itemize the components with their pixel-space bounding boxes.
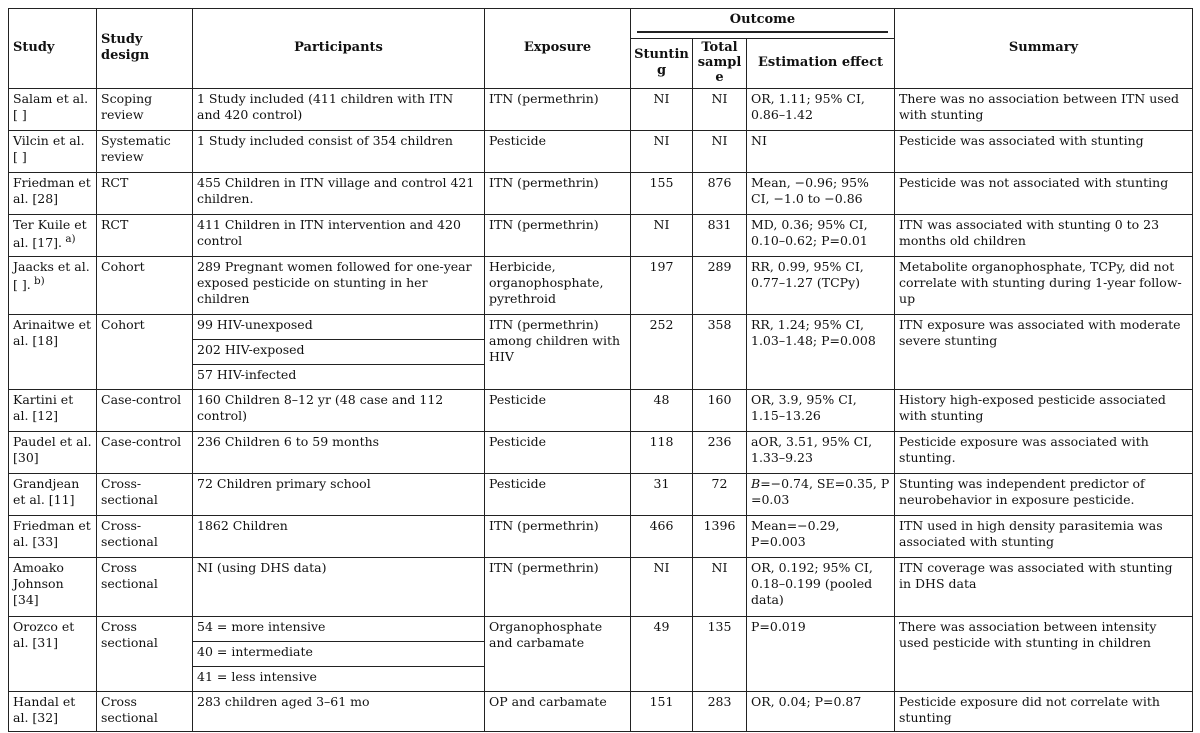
- cell-total-sample: 236: [693, 431, 747, 473]
- cell-study-design: Cross sectional: [97, 557, 193, 616]
- study-label: Ter Kuile et al. [17].: [13, 216, 87, 251]
- cell-total-sample: 358: [693, 314, 747, 389]
- cell-study-design: RCT: [97, 172, 193, 214]
- cell-study: [9, 214, 97, 256]
- cell-summary: Metabolite organophosphate, TCPy, did not correlate with stunting during 1-year follow-up: [895, 256, 1193, 314]
- cell-exposure: Pesticide: [485, 389, 631, 431]
- cell-study-design: Case-control: [97, 431, 193, 473]
- cell-participants: 40 = intermediate: [193, 641, 485, 666]
- cell-participants: 289 Pregnant women followed for one-year exposed pesticide on stunting in her children: [193, 256, 485, 314]
- study-label: Amoako Johnson [34]: [13, 559, 64, 608]
- cell-total-sample: NI: [693, 130, 747, 172]
- cell-summary: ITN used in high density parasitemia was associated with stunting: [895, 515, 1193, 557]
- table-row: [9, 172, 1193, 214]
- cell-exposure: Pesticide: [485, 431, 631, 473]
- cell-total-sample: 283: [693, 691, 747, 731]
- cell-stunting: 151: [631, 691, 693, 731]
- cell-total-sample: 876: [693, 172, 747, 214]
- cell-total-sample: 831: [693, 214, 747, 256]
- table-row: [9, 515, 1193, 557]
- cell-study-design: Cross-sectional: [97, 473, 193, 515]
- studies-table: [8, 8, 1193, 732]
- cell-estimation-effect: NI: [747, 130, 895, 172]
- cell-participants: 99 HIV-unexposed: [193, 314, 485, 339]
- cell-stunting: NI: [631, 88, 693, 130]
- cell-estimation-effect: OR, 3.9, 95% CI, 1.15–13.26: [747, 389, 895, 431]
- study-label: Friedman et al. [33]: [13, 517, 91, 550]
- cell-participants: 1 Study included consist of 354 children: [193, 130, 485, 172]
- cell-exposure: ITN (permethrin) among children with HIV: [485, 314, 631, 389]
- cell-summary: ITN exposure was associated with moderate severe stunting: [895, 314, 1193, 389]
- cell-summary: Pesticide was not associated with stunting: [895, 172, 1193, 214]
- cell-exposure: ITN (permethrin): [485, 515, 631, 557]
- cell-summary: ITN was associated with stunting 0 to 23 months old children: [895, 214, 1193, 256]
- cell-stunting: NI: [631, 557, 693, 616]
- table-row: [9, 473, 1193, 515]
- cell-total-sample: 289: [693, 256, 747, 314]
- table-row: [9, 557, 1193, 616]
- cell-participants: 202 HIV-exposed: [193, 339, 485, 364]
- cell-estimation-effect: B=−0.74, SE=0.35, P =0.03: [747, 473, 895, 515]
- footnote-marker: a): [62, 233, 76, 246]
- study-label: Handal et al. [32]: [13, 693, 76, 726]
- study-label: Jaacks et al. [ ].: [13, 258, 90, 293]
- cell-summary: Pesticide exposure did not correlate with stunting: [895, 691, 1193, 731]
- table-row: [9, 431, 1193, 473]
- cell-participants: 54 = more intensive: [193, 616, 485, 641]
- footnote-marker: b): [30, 275, 45, 288]
- header-outcome-label: Outcome: [729, 12, 796, 27]
- cell-estimation-effect: aOR, 3.51, 95% CI, 1.33–9.23: [747, 431, 895, 473]
- cell-summary: Stunting was independent predictor of neurobehavior in exposure pesticide.: [895, 473, 1193, 515]
- cell-exposure: Pesticide: [485, 130, 631, 172]
- cell-stunting: 31: [631, 473, 693, 515]
- cell-exposure: ITN (permethrin): [485, 88, 631, 130]
- cell-participants: NI (using DHS data): [193, 557, 485, 616]
- cell-summary: Pesticide was associated with stunting: [895, 130, 1193, 172]
- cell-study: [9, 473, 97, 515]
- header-exposure: Exposure: [485, 9, 631, 89]
- cell-estimation-effect: RR, 0.99, 95% CI, 0.77–1.27 (TCPy): [747, 256, 895, 314]
- cell-participants: 411 Children in ITN intervention and 420 control: [193, 214, 485, 256]
- cell-study: [9, 256, 97, 314]
- cell-study: [9, 515, 97, 557]
- cell-total-sample: 160: [693, 389, 747, 431]
- cell-study: [9, 557, 97, 616]
- cell-study-design: Systematic review: [97, 130, 193, 172]
- cell-exposure: ITN (permethrin): [485, 557, 631, 616]
- cell-exposure: ITN (permethrin): [485, 214, 631, 256]
- cell-total-sample: NI: [693, 557, 747, 616]
- study-label: Grandjean et al. [11]: [13, 475, 80, 508]
- cell-stunting: 197: [631, 256, 693, 314]
- study-label: Kartini et al. [12]: [13, 391, 74, 424]
- cell-study-design: Cross sectional: [97, 616, 193, 691]
- cell-study: [9, 389, 97, 431]
- cell-exposure: Pesticide: [485, 473, 631, 515]
- cell-estimation-effect: P=0.019: [747, 616, 895, 691]
- cell-study-design: Cohort: [97, 314, 193, 389]
- cell-study-design: Cross-sectional: [97, 515, 193, 557]
- cell-study-design: Scoping review: [97, 88, 193, 130]
- table-row: [9, 256, 1193, 314]
- study-label: Orozco et al. [31]: [13, 618, 75, 651]
- cell-study: [9, 88, 97, 130]
- cell-stunting: NI: [631, 130, 693, 172]
- table-row: [9, 88, 1193, 130]
- table-row: [9, 314, 1193, 339]
- cell-exposure: ITN (permethrin): [485, 172, 631, 214]
- cell-stunting: 48: [631, 389, 693, 431]
- cell-participants: 455 Children in ITN village and control 421 children.: [193, 172, 485, 214]
- cell-estimation-effect: Mean=−0.29, P=0.003: [747, 515, 895, 557]
- cell-participants: 1862 Children: [193, 515, 485, 557]
- cell-total-sample: NI: [693, 88, 747, 130]
- cell-study: [9, 431, 97, 473]
- cell-participants: 283 children aged 3–61 mo: [193, 691, 485, 731]
- cell-study: [9, 172, 97, 214]
- cell-stunting: 252: [631, 314, 693, 389]
- header-summary: Summary: [895, 9, 1193, 89]
- table-row: [9, 616, 1193, 641]
- header-total-sample: Total sample: [693, 39, 747, 89]
- cell-stunting: 118: [631, 431, 693, 473]
- cell-participants: 160 Children 8–12 yr (48 case and 112 control): [193, 389, 485, 431]
- table-row: [9, 130, 1193, 172]
- study-label: Salam et al. [ ]: [13, 90, 89, 123]
- cell-estimation-effect: OR, 0.192; 95% CI, 0.18–0.199 (pooled data): [747, 557, 895, 616]
- study-label: Arinaitwe et al. [18]: [13, 316, 92, 349]
- header-outcome: [631, 9, 895, 39]
- cell-summary: There was no association between ITN used with stunting: [895, 88, 1193, 130]
- cell-stunting: 466: [631, 515, 693, 557]
- cell-stunting: NI: [631, 214, 693, 256]
- cell-study: [9, 130, 97, 172]
- cell-estimation-effect: Mean, −0.96; 95% CI, −1.0 to −0.86: [747, 172, 895, 214]
- cell-exposure: Organophosphate and carbamate: [485, 616, 631, 691]
- cell-total-sample: 72: [693, 473, 747, 515]
- cell-stunting: 155: [631, 172, 693, 214]
- cell-estimation-effect: MD, 0.36; 95% CI, 0.10–0.62; P=0.01: [747, 214, 895, 256]
- cell-study-design: Cross sectional: [97, 691, 193, 731]
- header-estimation-effect: Estimation effect: [747, 39, 895, 89]
- outcome-divider: [637, 31, 888, 33]
- cell-summary: History high-exposed pesticide associated with stunting: [895, 389, 1193, 431]
- cell-stunting: 49: [631, 616, 693, 691]
- cell-participants: 72 Children primary school: [193, 473, 485, 515]
- study-label: Friedman et al. [28]: [13, 174, 91, 207]
- cell-study-design: Case-control: [97, 389, 193, 431]
- study-label: Paudel et al. [30]: [13, 433, 92, 466]
- cell-participants: 236 Children 6 to 59 months: [193, 431, 485, 473]
- cell-estimation-effect: RR, 1.24; 95% CI, 1.03–1.48; P=0.008: [747, 314, 895, 389]
- cell-summary: ITN coverage was associated with stunting in DHS data: [895, 557, 1193, 616]
- cell-participants: 41 = less intensive: [193, 666, 485, 691]
- header-study: Study: [9, 9, 97, 89]
- cell-study: [9, 691, 97, 731]
- cell-estimation-effect: OR, 1.11; 95% CI, 0.86–1.42: [747, 88, 895, 130]
- cell-participants: 1 Study included (411 children with ITN and 420 control): [193, 88, 485, 130]
- cell-summary: There was association between intensity used pesticide with stunting in children: [895, 616, 1193, 691]
- header-participants: Participants: [193, 9, 485, 89]
- table-row: [9, 389, 1193, 431]
- cell-estimation-effect: OR, 0.04; P=0.87: [747, 691, 895, 731]
- cell-total-sample: 135: [693, 616, 747, 691]
- cell-study: [9, 616, 97, 691]
- cell-exposure: Herbicide, organophosphate, pyrethroid: [485, 256, 631, 314]
- cell-study-design: RCT: [97, 214, 193, 256]
- cell-summary: Pesticide exposure was associated with stunting.: [895, 431, 1193, 473]
- header-study-design: Study design: [97, 9, 193, 89]
- cell-exposure: OP and carbamate: [485, 691, 631, 731]
- cell-study-design: Cohort: [97, 256, 193, 314]
- cell-study: [9, 314, 97, 389]
- cell-participants: 57 HIV-infected: [193, 364, 485, 389]
- table-body: [9, 88, 1193, 731]
- table-row: [9, 214, 1193, 256]
- header-stunting: Stunting: [631, 39, 693, 89]
- table-row: [9, 691, 1193, 731]
- cell-total-sample: 1396: [693, 515, 747, 557]
- study-label: Vilcin et al. [ ]: [13, 132, 85, 165]
